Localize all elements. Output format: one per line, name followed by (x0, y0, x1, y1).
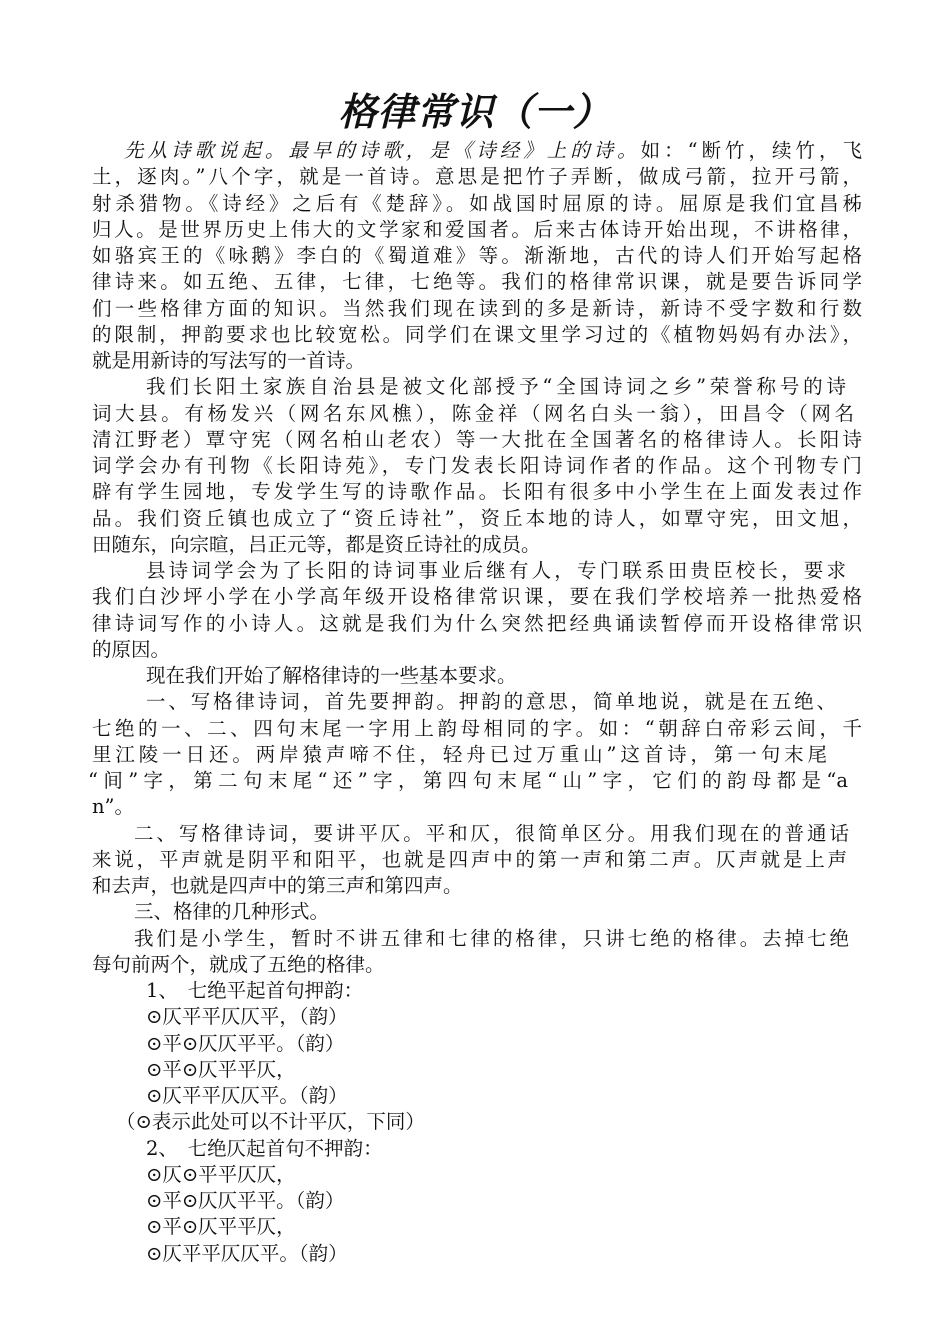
text-line: ⊙平⊙仄仄平平。（韵） (146, 1189, 345, 1212)
text-line: 和去声，也就是四声中的第三声和第四声。 (92, 874, 463, 897)
text-line: “间”字，第二句末尾“还”字，第四句末尾“山”字，它们的韵母都是“a (88, 769, 848, 792)
text-line: 现在我们开始了解格律诗的一些基本要求。 (146, 664, 517, 687)
text-line: 品。我们资丘镇也成立了“资丘诗社”，资丘本地的诗人，如覃守宪，田文旭， (92, 507, 862, 530)
text-line: 归人。是世界历史上伟大的文学家和爱国者。后来古体诗开始出现，不讲格律， (92, 218, 862, 241)
text-line: 每句前两个，就成了五绝的格律。 (92, 953, 385, 976)
text-line: ⊙仄平平仄仄平。（韵） (146, 1242, 348, 1265)
text-line: 就是用新诗的写法写的一首诗。 (92, 349, 366, 372)
text-line: 我们白沙坪小学在小学高年级开设格律常识课，要在我们学校培养一批热爱格 (92, 585, 862, 608)
text-line (124, 137, 862, 164)
text-line: 清江野老）覃守宪（网名柏山老农）等一大批在全国著名的格律诗人。长阳诗 (92, 428, 862, 451)
page-title: 格律常识（一） (338, 90, 612, 134)
text-line: 来说，平声就是阴平和阳平，也就是四声中的第一声和第二声。仄声就是上声 (92, 848, 847, 871)
text-line: 田随东，向宗暄，吕正元等，都是资丘诗社的成员。 (92, 533, 541, 556)
text-line: ⊙仄平平仄仄平，（韵） (146, 1005, 348, 1028)
text-line: 如骆宾王的《咏鹅》李白的《蜀道难》等。渐渐地，古代的诗人们开始写起格 (92, 244, 862, 267)
text-line-rest: 如：“断竹，续竹，飞 (640, 139, 862, 162)
text-line: ⊙仄⊙平平仄仄， (146, 1163, 296, 1186)
text-line: ⊙平⊙仄仄平平。（韵） (146, 1032, 345, 1055)
text-line: 里江陵一日还。两岸猿声啼不住，轻舟已过万重山”这首诗，第一句末尾 (92, 743, 827, 766)
text-line: n”。 (92, 795, 135, 818)
text-line: 1、 七绝平起首句押韵： (146, 979, 364, 1002)
text-line: ⊙仄平平仄仄平。（韵） (146, 1084, 348, 1107)
text-line: （⊙表示此处可以不计平仄，下同） (116, 1110, 425, 1133)
text-line: 辟有学生园地，专发学生写的诗歌作品。长阳有很多中小学生在上面发表过作 (92, 480, 862, 503)
text-line: 一、写格律诗词，首先要押韵。押韵的意思，简单地说，就是在五绝、 (146, 690, 836, 713)
text-line: 我们是小学生，暂时不讲五律和七律的格律，只讲七绝的格律。去掉七绝 (134, 927, 849, 950)
text-line-italic: 先从诗歌说起。最早的诗歌，是《诗经》上的诗。 (124, 139, 641, 162)
text-line: 二、写格律诗词，要讲平仄。平和仄，很简单区分。用我们现在的普通话 (134, 822, 849, 845)
text-line: 我们长阳土家族自治县是被文化部授予“全国诗词之乡”荣誉称号的诗 (146, 375, 846, 398)
text-line: 2、 七绝仄起首句不押韵： (146, 1137, 383, 1160)
text-line: 词大县。有杨发兴（网名东风樵），陈金祥（网名白头一翁），田昌令（网名 (92, 402, 854, 425)
text-line: 射杀猎物。《诗经》之后有《楚辞》。如战国时屈原的诗。屈原是我们宜昌秭 (92, 192, 862, 215)
text-line: 的原因。 (92, 638, 171, 661)
text-line: 们一些格律方面的知识。当然我们现在读到的多是新诗，新诗不受字数和行数 (92, 297, 862, 320)
text-line: 七绝的一、二、四句末尾一字用上韵母相同的字。如：“朝辞白帝彩云间，千 (92, 717, 862, 740)
text-line: 土，逐肉。”八个字，就是一首诗。意思是把竹子弄断，做成弓箭，拉开弓箭， (92, 165, 862, 188)
text-line: 三、格律的几种形式。 (134, 900, 330, 923)
text-line: 词学会办有刊物《长阳诗苑》，专门发表长阳诗词作者的作品。这个刊物专门 (92, 454, 862, 477)
text-line: ⊙平⊙仄平平仄， (146, 1215, 296, 1238)
text-line: 县诗词学会为了长阳的诗词事业后继有人，专门联系田贵臣校长，要求 (146, 559, 846, 582)
text-line: 的限制，押韵要求也比较宽松。同学们在课文里学习过的《植物妈妈有办法》， (92, 323, 862, 346)
text-line: 律诗来。如五绝、五律，七律，七绝等。我们的格律常识课，就是要告诉同学 (92, 270, 862, 293)
text-line: ⊙平⊙仄平平仄， (146, 1058, 296, 1081)
text-line: 律诗词写作的小诗人。这就是我们为什么突然把经典诵读暂停而开设格律常识 (92, 612, 862, 635)
